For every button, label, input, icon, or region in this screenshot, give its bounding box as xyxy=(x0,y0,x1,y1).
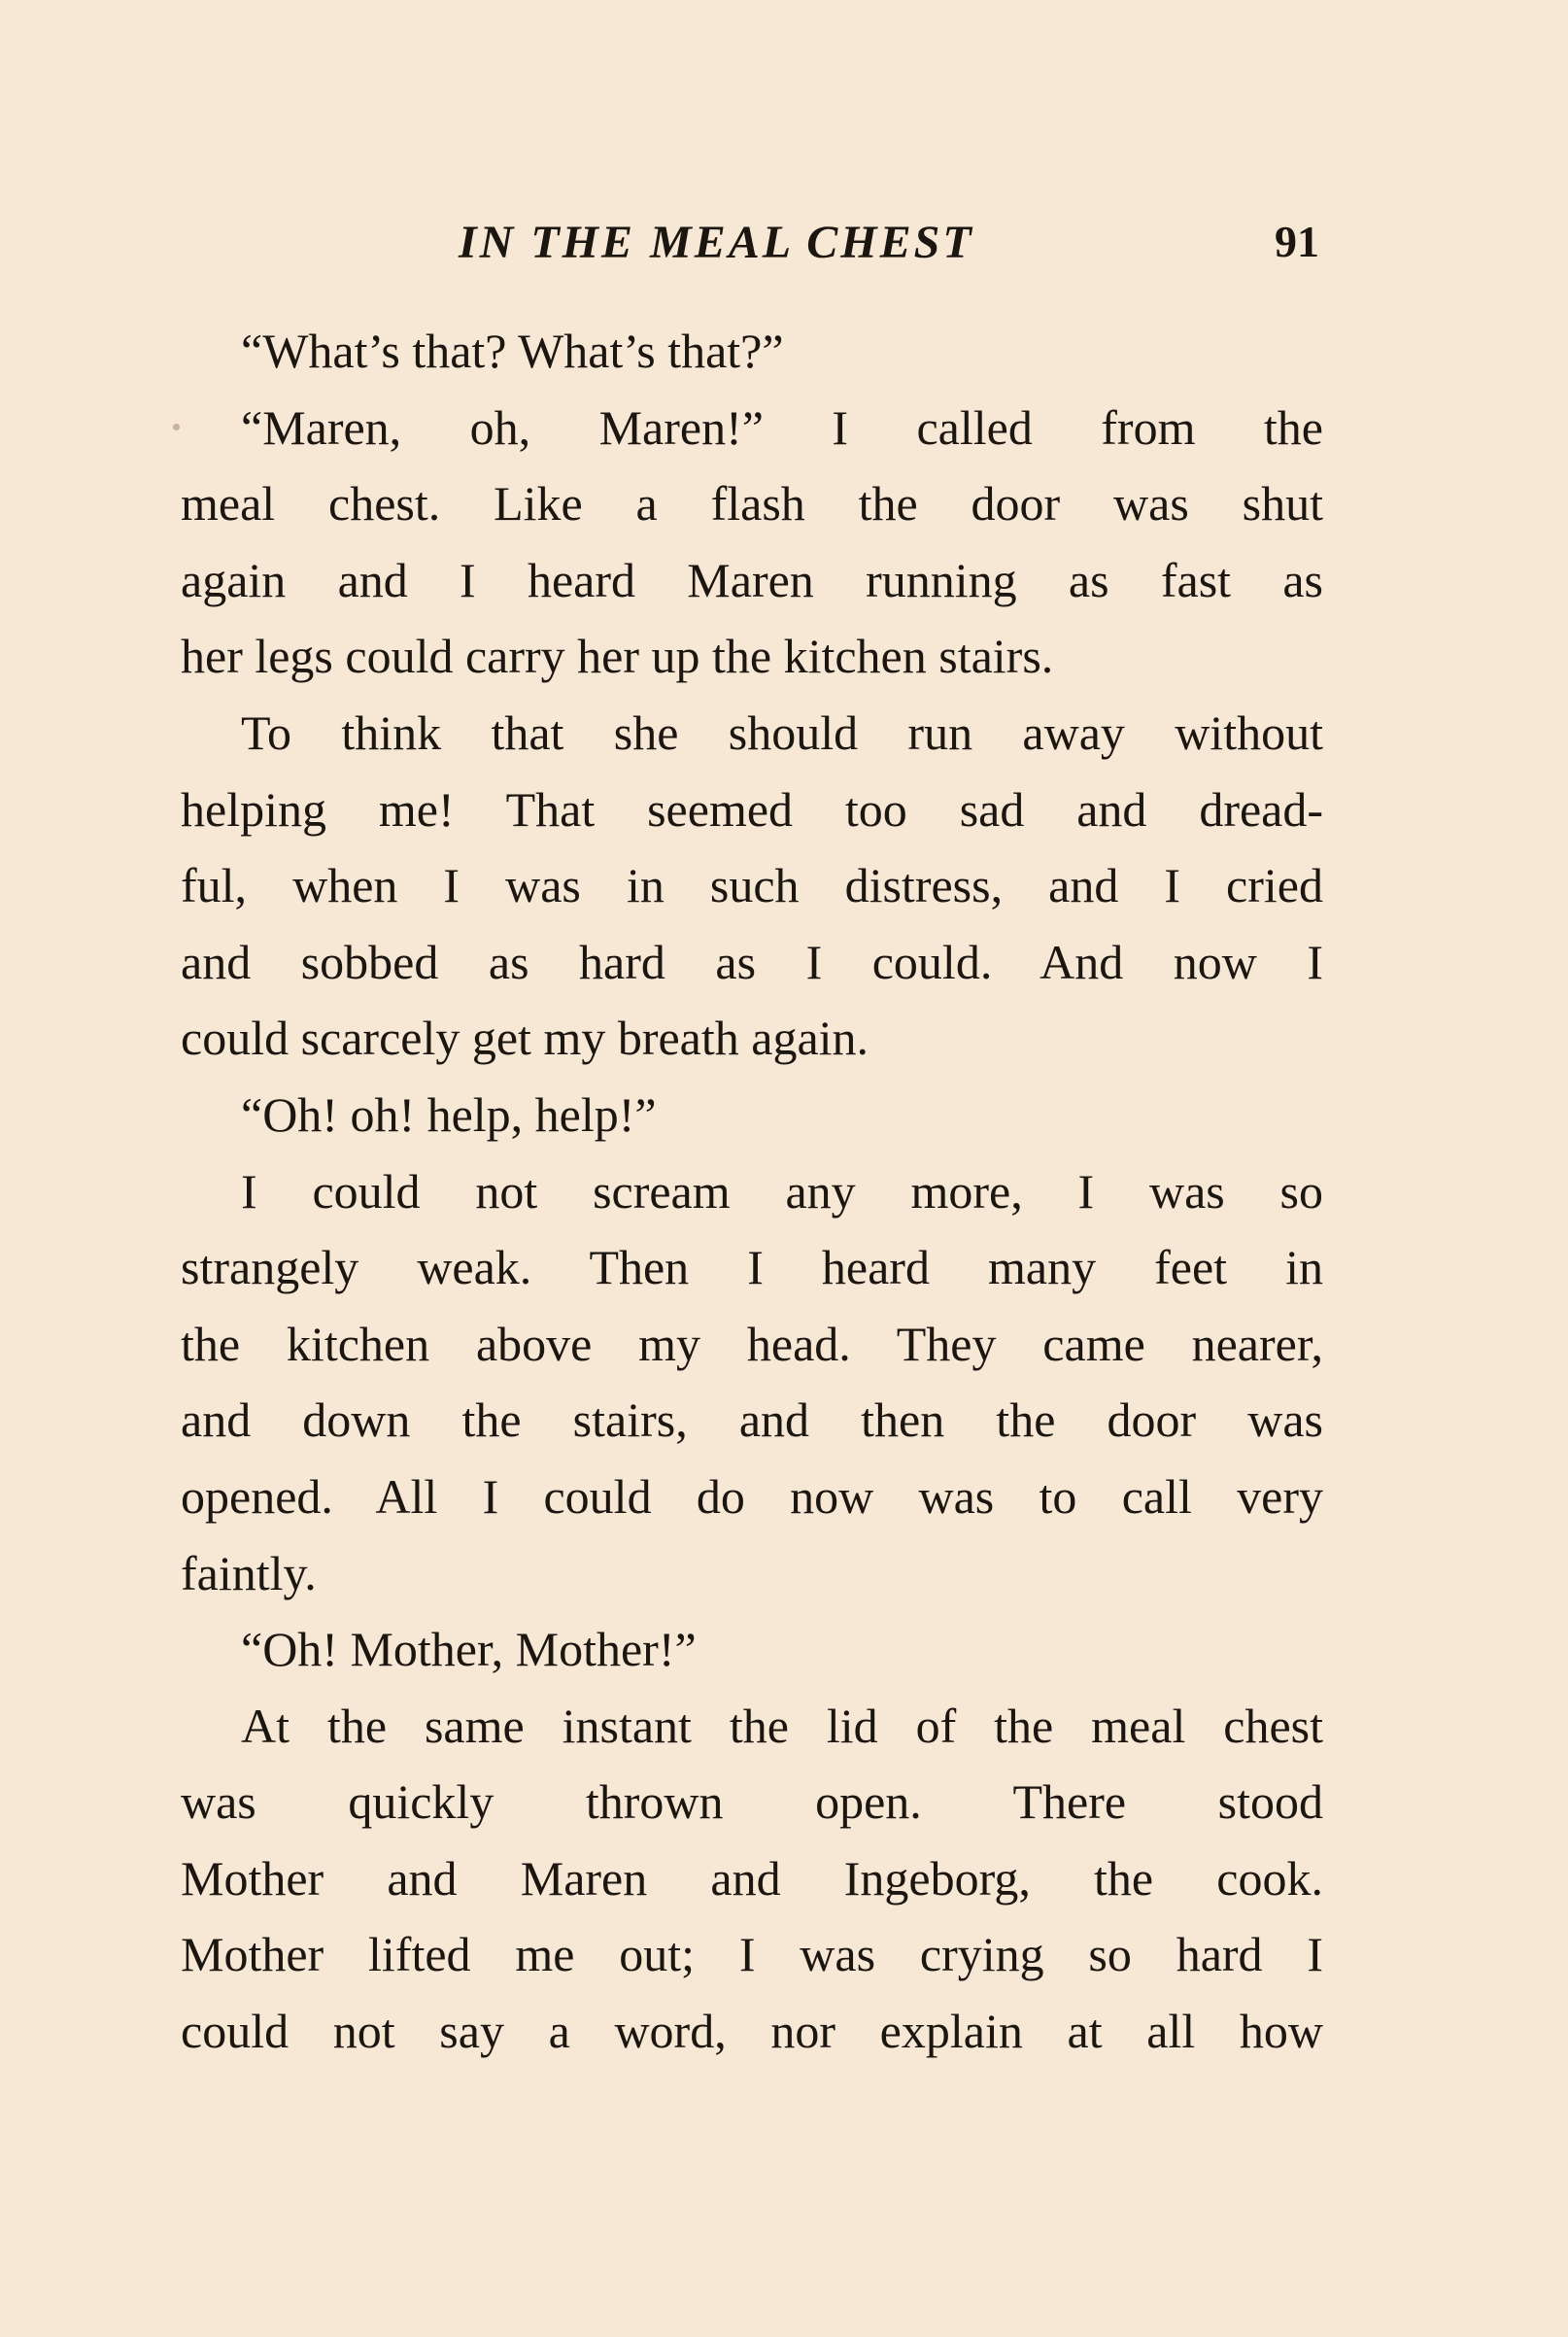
text-line: To think that she should run away without xyxy=(241,705,1323,760)
text-line: “Oh! oh! help, help!” xyxy=(241,1086,657,1142)
text-line: faintly. xyxy=(181,1545,317,1600)
text-line: “Maren, oh, Maren!” I called from the xyxy=(241,399,1323,455)
text-line: At the same instant the lid of the meal chest xyxy=(241,1698,1323,1753)
text-line: I could not scream any more, I was so xyxy=(241,1163,1323,1219)
page-number: 91 xyxy=(1275,217,1319,266)
text-line: “What’s that? What’s that?” xyxy=(241,324,784,378)
text-line: opened. All I could do now was to call very xyxy=(181,1468,1323,1524)
text-line: and sobbed as hard as I could. And now I xyxy=(181,934,1323,989)
text-line: helping me! That seemed too sad and dread- xyxy=(181,781,1323,837)
text-line: again and I heard Maren running as fast as xyxy=(181,552,1323,607)
text-line: Mother lifted me out; I was crying so hard I xyxy=(181,1927,1323,1982)
running-head xyxy=(459,216,1319,274)
running-title: IN THE MEAL CHEST xyxy=(459,217,974,268)
text-line: her legs could carry her up the kitchen stairs. xyxy=(181,629,1054,684)
text-line: strangely weak. Then I heard many feet in xyxy=(181,1240,1323,1295)
text-line: the kitchen above my head. They came nearer, xyxy=(181,1316,1323,1371)
text-line: ful, when I was in such distress, and I cried xyxy=(181,858,1323,913)
text-line: could not say a word, nor explain at all how xyxy=(181,2004,1323,2059)
text-line: “Oh! Mother, Mother!” xyxy=(241,1622,697,1677)
text-line: could scarcely get my breath again. xyxy=(181,1011,869,1066)
text-line: was quickly thrown open. There stood xyxy=(181,1774,1323,1830)
body-text xyxy=(181,313,1323,2070)
text-line: and down the stairs, and then the door was xyxy=(181,1392,1323,1448)
text-line: Mother and Maren and Ingeborg, the cook. xyxy=(181,1850,1323,1906)
stray-ink-mark xyxy=(173,424,180,430)
text-line: meal chest. Like a flash the door was shut xyxy=(181,476,1323,532)
